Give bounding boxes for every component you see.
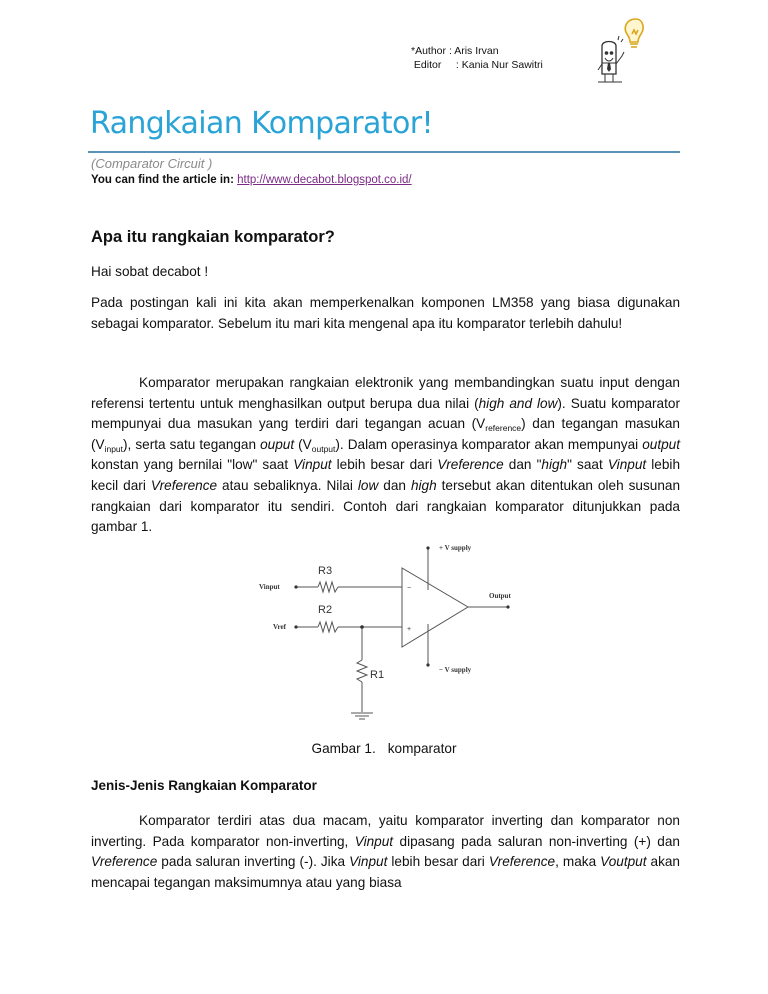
noninverting-input-label: + — [407, 626, 412, 633]
greeting-text: Hai sobat decabot ! — [91, 264, 209, 279]
vsupply-neg-label: − V supply — [439, 666, 472, 674]
source-label: You can find the article in: — [91, 174, 238, 186]
author-label: *Author : Aris Irvan — [411, 45, 499, 57]
vref-label: Vref — [273, 623, 286, 631]
output-label: Output — [489, 592, 511, 600]
editor-label: Editor : Kania Nur Sawitri — [411, 59, 543, 71]
inverting-input-label: − — [407, 585, 412, 592]
author-block — [411, 44, 543, 72]
intro-paragraph: Pada postingan kali ini kita akan memperkenalkan komponen LM358 yang biasa digunakan sebagai komparator. Sebelum itu mari kita mengenal apa itu komparator terlebih dahulu! — [91, 295, 680, 331]
section-heading-apa-itu: Apa itu rangkaian komparator? — [91, 228, 335, 246]
figure-caption: Gambar 1. komparator — [311, 741, 457, 756]
types-paragraph: Komparator terdiri atas dua macam, yaitu komparator inverting dan komparator non inverting. Pada komparator non-inverting, Vinput dipasang pada saluran non-inverting (+) dan Vreference pada saluran inverting (-). Jika Vinput lebih besar dari Vreference, maka Voutput akan mencapai tegangan maksimumnya atau yang biasa — [91, 813, 680, 890]
vsupply-pos-label: + V supply — [439, 544, 472, 552]
page-title: Rangkaian Komparator! — [90, 106, 433, 141]
subtitle: (Comparator Circuit ) — [91, 156, 213, 171]
vinput-label: Vinput — [259, 583, 280, 591]
section-heading-jenis: Jenis-Jenis Rangkaian Komparator — [91, 778, 317, 793]
r2-label: R2 — [318, 604, 333, 616]
title-divider — [88, 151, 680, 153]
definition-paragraph: Komparator merupakan rangkaian elektronik yang membandingkan suatu input dengan referensi tertentu untuk menghasilkan output berupa dua nilai (high and low). Suatu komparator mempunyai dua masukan yang terdiri dari tegangan acuan $(V_{reference})$ dan tegangan masukan $(V_{input})$, serta satu tegangan ouput $(V_{output})$. Dalam operasinya komparator akan mempunyai output konstan yang bernilai "low" saat Vinput lebih besar dari Vreference dan "high" saat Vinput lebih kecil dari Vreference atau sebaliknya. Nilai low dan high tersebut akan ditentukan oleh susunan rangkaian dari komparator itu sendiri. Contoh dari rangkaian komparator ditunjukkan pada gambar 1. — [91, 375, 681, 535]
source-link[interactable]: http://www.decabot.blogspot.co.id/ — [237, 174, 412, 186]
r3-label: R3 — [318, 565, 333, 577]
r1-label: R1 — [370, 669, 385, 681]
idea-lightbulb-character-icon — [580, 12, 656, 84]
source-line — [91, 174, 412, 186]
comparator-circuit-diagram — [244, 532, 529, 727]
